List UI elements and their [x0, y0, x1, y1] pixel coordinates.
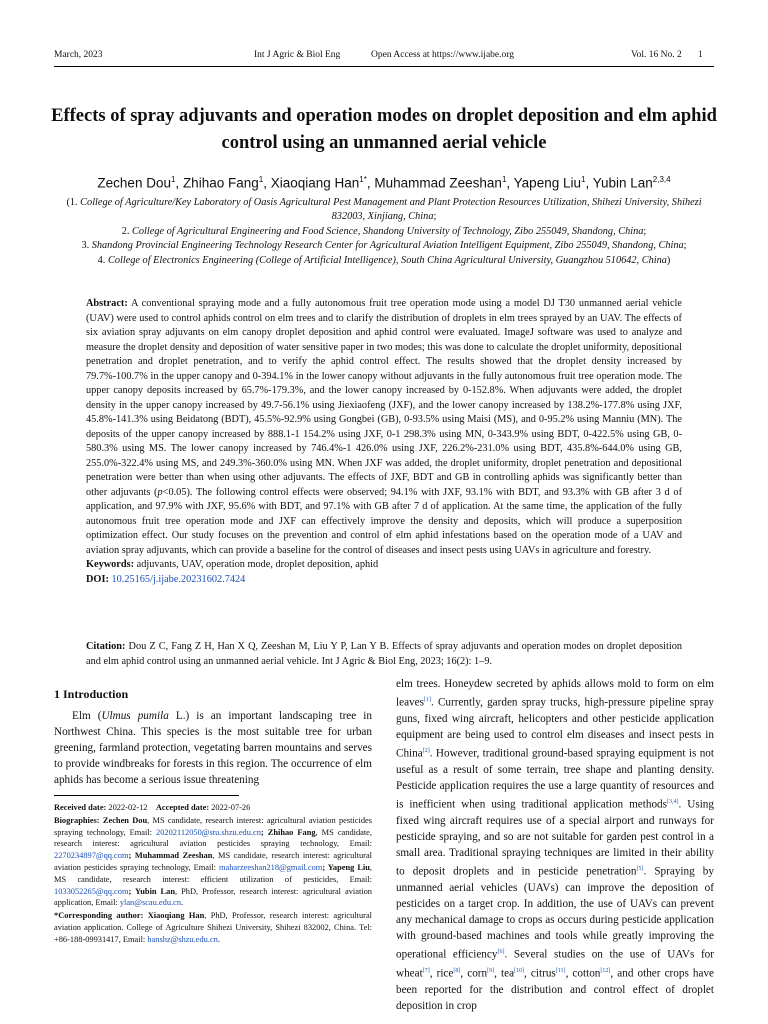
reference-link[interactable]: [1] — [423, 697, 431, 704]
email-link[interactable]: hanshz@shzu.edu.cn — [147, 934, 218, 944]
affiliation-1: (1. College of Agriculture/Key Laboratory of Oasis Agricultural Pest Management and Plant Protection Resources Utilization, Shihezi University, Shihezi 832003, Xinjiang, China; — [66, 197, 702, 223]
reference-link[interactable]: [10] — [514, 968, 525, 975]
biographies: Biographies: Zechen Dou, MS candidate, research interest: agricultural aviation pesticides spraying technology, Email: 20202112050@stu.shzu.edu.cn; Zhihao Fang, MS candidate, research interest: agricultural aviation pesticides spraying technology, Email: 2270234897@qq.com; Muhammad Zeeshan, MS candidate, research interest: agricultural aviation pesticides spraying technology, Email: maharzeeshan218@gmail.com; Yapeng Liu, MS candidate, research interest: efficient utilization of pesticides, Email: 1033052265@qq.com; Yubin Lan, PhD, Professor, research interest: agricultural aviation application, Email: ylan@scau.edu.cn. — [54, 815, 373, 908]
reference-link[interactable]: [11] — [555, 968, 566, 975]
author-affiliation-marker: 1 — [258, 175, 264, 184]
footnotes — [54, 802, 372, 947]
paper-title: Effects of spray adjuvants and operation modes on droplet deposition and elm aphid control using an unmanned aerial vehicle — [51, 106, 717, 153]
affiliation-3: 3. Shandong Provincial Engineering Technology Research Center for Agricultural Aviation Intelligent Equipment, Zibo 255049, Shandong, China; — [81, 240, 687, 252]
reference-link[interactable]: [3,4] — [667, 799, 679, 806]
doi-line: DOI: 10.25165/j.ijabe.20231602.7424 — [86, 573, 246, 585]
header-access: Open Access at https://www.ijabe.org — [371, 50, 515, 60]
reference-link[interactable]: [7] — [422, 968, 430, 975]
author-name: Zechen Dou — [97, 175, 171, 191]
abstract-block — [86, 297, 682, 587]
reference-link[interactable]: [6] — [497, 949, 505, 956]
running-header — [54, 50, 714, 64]
reference-link[interactable]: [5] — [636, 866, 644, 873]
author-name: Muhammad Zeeshan — [374, 175, 502, 191]
author-affiliation-marker: 1* — [359, 175, 367, 184]
affiliation-2: 2. College of Agricultural Engineering and Food Science, Shandong University of Technology, Zibo 255049, Shandong, China; — [121, 225, 647, 237]
reference-link[interactable]: [8] — [453, 968, 461, 975]
author-affiliation-marker: 1 — [501, 175, 507, 184]
author-affiliation-marker: 1 — [580, 175, 586, 184]
email-link[interactable]: 20202112050@stu.shzu.edu.cn — [156, 827, 261, 837]
reference-link[interactable]: [9] — [487, 968, 495, 975]
keywords: Keywords: adjuvants, UAV, operation mode, droplet deposition, aphid — [86, 559, 379, 570]
corresponding-author: *Corresponding author: Xiaoqiang Han, PhD, Professor, research interest: agricultural aviation application. College of Agriculture Shihezi University, Shihezi 832002, China. Tel: +86-188-09931417, Email: hanshz@shzu.edu.cn. — [54, 911, 372, 944]
header-volume: Vol. 16 No. 2 — [631, 50, 682, 60]
header-page-number: 1 — [698, 50, 703, 60]
doi-link[interactable]: 10.25165/j.ijabe.20231602.7424 — [111, 573, 246, 585]
author-name: Yubin Lan — [592, 175, 653, 191]
affiliation-4: 4. College of Electronics Engineering (College of Artificial Intelligence), South China Agricultural University, Guangzhou 510642, China) — [97, 254, 671, 266]
author-name: Yapeng Liu — [513, 175, 581, 191]
author-list: Zechen Dou$^1$, Zhihao Fang$^1$, Xiaoqiang Han$^{1*}$, Muhammad Zeeshan$^1$, Yapeng Liu$^1$, Yubin Lan$^{2,3,4}$ — [97, 175, 671, 191]
author-name: Zhihao Fang — [182, 175, 259, 191]
citation-block: Citation: Dou Z C, Fang Z H, Han X Q, Zeeshan M, Liu Y P, Lan Y B. Effects of spray adjuvants and operation modes on droplet deposition and elm aphid control using an unmanned aerial vehicle. Int J Agric & Biol Eng, 2023; 16(2): 1–9. — [86, 641, 682, 667]
section-heading-introduction: 1 Introduction — [54, 687, 129, 701]
author-affiliation-marker: 2,3,4 — [652, 175, 671, 184]
reference-link[interactable]: [12] — [600, 968, 611, 975]
dates-line: Received date: 2022-02-12 Accepted date: 2022-07-26 — [54, 803, 251, 812]
intro-left-column: Elm (Ulmus pumila L.) is an important landscaping tree in Northwest China. This species is the most suitable tree for urban greening, farmland protection, vegetating barren mountains and serves to provide windbreaks for forests in this region. The occurrence of elm aphids has become a serious issue threatening — [54, 710, 373, 787]
email-link[interactable]: maharzeeshan218@gmail.com — [219, 862, 323, 872]
affiliations — [54, 196, 714, 268]
abstract-paragraph: Abstract: A conventional spraying mode and a fully autonomous fruit tree operation mode using a model DJ T30 unmanned aerial vehicle (UAV) were used to control aphids control on elm trees and to clarify the distribution of droplets in elm trees sprayed by an UAV. The effects of six aviation spray adjuvants on elm canopy droplet deposition and aphid control were evaluated. ImageJ software was used to analyze and measure the droplet density and deposition of water sensitive paper in two modes; this was done to calculate the droplet uniformity, depositional penetration and droplet penetration, and to verify the aphid control effect. The results showed that the droplet density increased by 79.7%-100.7% in the upper canopy and 0-394.1% in the lower canopy without adjuvants in the fully autonomous fruit tree operation mode. The upper canopy deposits increased by 65.7%-179.3%, and the lower canopy increased by 0-152.8%. When adjuvants were added, the droplet density in the upper canopy increased by 49.7-56.1% using Jiexiaofeng (JXF), and the lower canopy increased by 138.2%-177.8% using JXF, 45.8%-141.3% using Beidatong (BDT), 45.5%-92.9% using Gongbei (GB), 0-93.5% using Maisi (MS), and 0-95.2% using Manniu (MN). The deposits of the upper canopy increased by 888.1-1 154.2% using JXF, 0-1 298.3% using MN, 0-343.9% using BDT, 0-422.5% using GB, 0-580.3% using MS. The lower canopy increased by 746.4%-1 426.0% using JXF, 226.2%-231.0% using BDT, 435.8%-644.0% using GB, 255.0%-322.4% using MS, and 249.3%-360.0% using MN. When JXF was added, the droplet uniformity, droplet penetration and depositional penetration were better than when using other adjuvants. The effects of JXF, BDT and GB in controlling aphids was significantly better than other adjuvants (p<0.05). The following control effects were observed; 94.1% with JXF, 93.1% with BDT, and 93.3% with GB after 3 d of application, and 97.9% with JXF, 95.6% with BDT, and 97.1% with GB after 7 d of application. At the same time, the application of the fully autonomous fruit tree operation mode and JXF can effectively improve the density and deposits, which will produce a superposition optimization effect. Our study focuses on the prevention and control of elm aphid infestations based on the operation mode of a UAV and aviation spray adjuvants, which can provide a baseline for the control of diseases and insect pests using UAVs in agriculture and forestry. — [86, 298, 682, 556]
author-affiliation-marker: 1 — [170, 175, 176, 184]
intro-right-column: elm trees. Honeydew secreted by aphids allows mold to form on elm leaves[1]. Currently, garden spray trucks, high-pressure pipeline spray guns, fixed wing aircraft, helicopters and other pesticide application equipment are being used to control elm diseases and insect pests in China[2]. However, traditional ground-based spraying equipment is not useful as a result of some terrain, tree shape and planting density. Pesticide application requires the use a large quantity of resources and is inefficient when using traditional application methods[3,4]. Using fixed wing aircraft requires use of a special airport and runways for pesticide spraying, and so are not suitable for garden pest control in a small area. Traditional spraying techniques are limited in their ability to deposit droplets and in pesticide penetration[5]. Spraying by unmanned aerial vehicles (UAVs) can improve the deposition of pesticides on a target crop. In addition, the use of UAVs can prevent any mechanical damage to crops as occurs during pesticide application with ground-based machines and tools while greatly improving the operational efficiency[6]. Several studies on the use of UAVs for wheat[7], rice[8], corn[9], tea[10], citrus[11], cotton[12], and other crops have been reported for the distribution and control effect of droplet deposition in crop — [396, 678, 715, 1013]
header-date: March, 2023 — [54, 50, 103, 60]
email-link[interactable]: 2270234897@qq.com — [54, 851, 129, 861]
reference-link[interactable]: [2] — [422, 748, 430, 755]
email-link[interactable]: 1033052265@qq.com — [54, 886, 129, 896]
header-rule — [54, 66, 714, 67]
author-name: Xiaoqiang Han — [270, 175, 360, 191]
header-journal: Int J Agric & Biol Eng — [254, 50, 341, 60]
email-link[interactable]: ylan@scau.edu.cn — [119, 898, 182, 908]
footnote-rule — [54, 795, 239, 796]
